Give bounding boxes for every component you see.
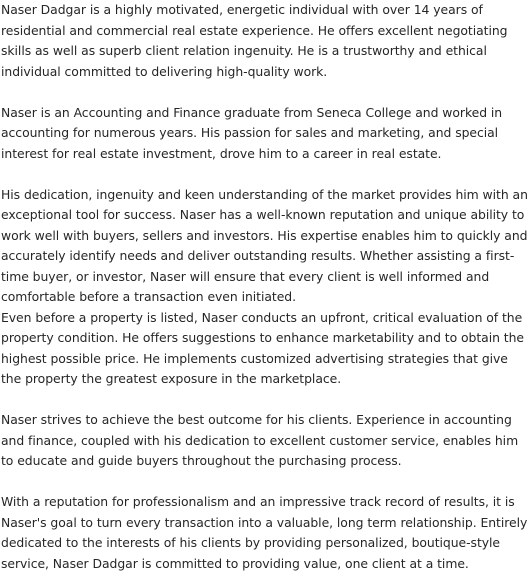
bio-paragraph-intro: Naser Dadgar is a highly motivated, energetic individual with over 14 years of residential and commercial real estate experience. He offers excellent negotiating skills as well as superb client relation ingenuity. He is a trustworthy and ethical individual committed to delivering high-quality work. — [1, 2, 508, 79]
bio-paragraph-evaluation: Even before a property is listed, Naser conducts an upfront, critical evaluation of the property condition. He offers suggestions to enhance marketability and to obtain the highest possible price. He implements customized advertising strategies that give the property the greatest exposure in the marketplace. — [1, 309, 524, 386]
bio-paragraph-reputation: With a reputation for professionalism and an impressive track record of results, it is Naser's goal to turn every transaction into a valuable, long term relationship. Entirely dedicated to the interests of his clients by providing personalized, boutique-style service, Naser Dadgar is committed to providing value, one client at a time. — [1, 494, 528, 571]
bio-paragraph-education: Naser is an Accounting and Finance graduate from Seneca College and worked in accounting for numerous years. His passion for sales and marketing, and special interest for real estate investment, drove him to a career in real estate. — [1, 104, 503, 161]
bio-paragraph-expertise: His dedication, ingenuity and keen understanding of the market provides him with an exceptional tool for success. Naser has a well-known reputation and unique ability to work well with buyers, sellers and investors. His expertise enables him to quickly and accurately identify needs and deliver outstanding results. Whether assisting a first-time buyer, or investor, Naser will ensure that every client is well informed and comfortable before a transaction even initiated. — [1, 186, 528, 304]
bio-paragraph-service: Naser strives to achieve the best outcome for his clients. Experience in accounting and finance, coupled with his dedication to excellent customer service, enables him to educate and guide buyers throughout the purchasing process. — [1, 412, 519, 468]
